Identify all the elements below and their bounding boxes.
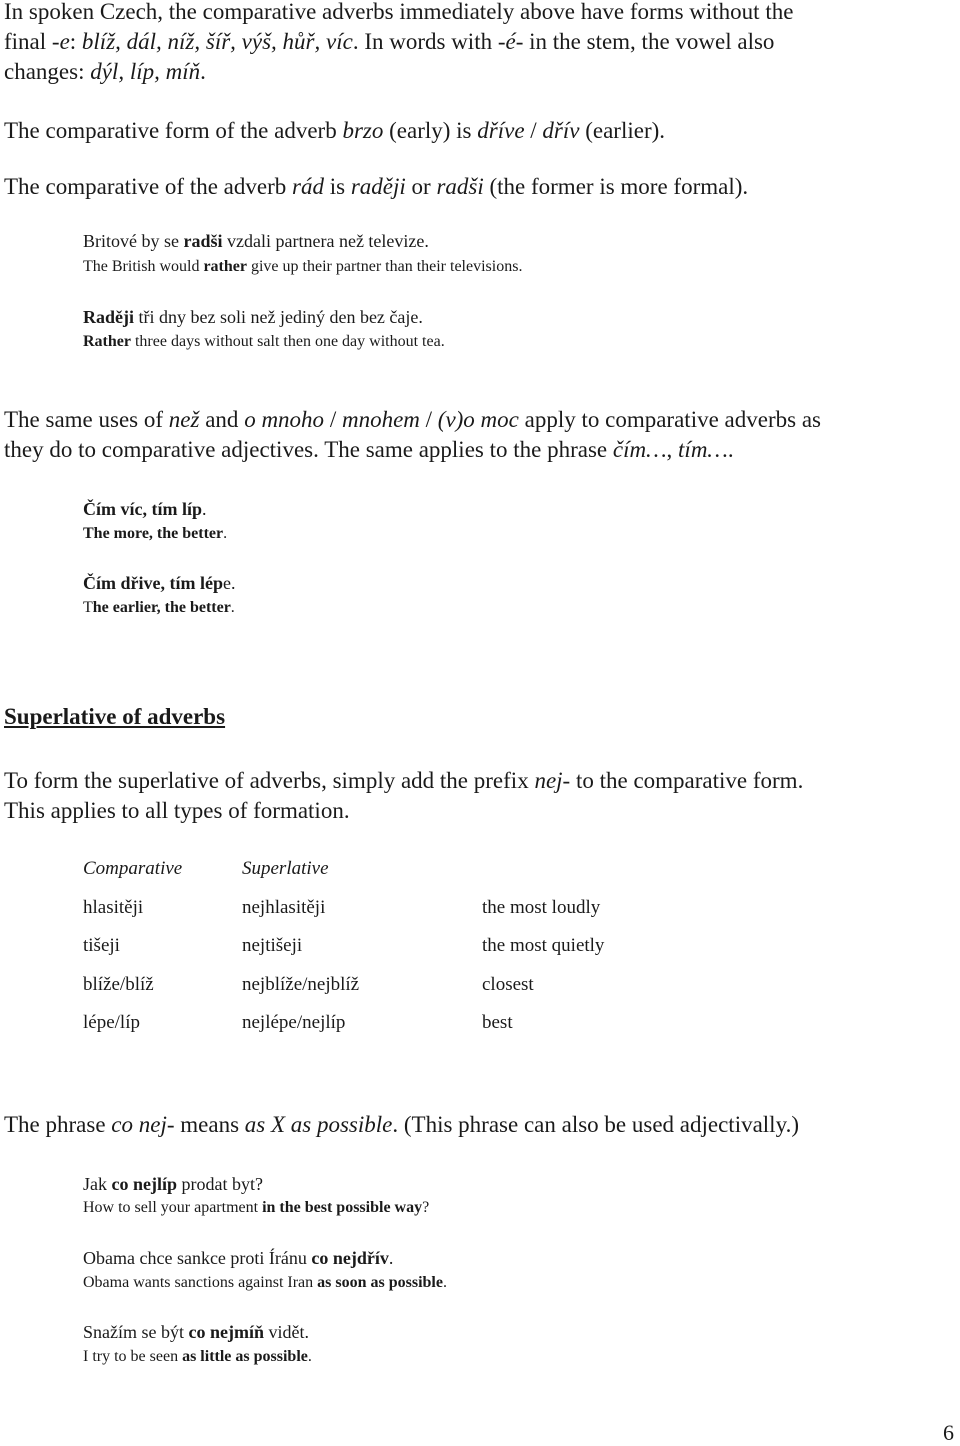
example-english: The more, the better. <box>83 525 228 542</box>
paragraph-line: To form the superlative of adverbs, simply add the prefix nej- to the comparative form. <box>4 768 804 793</box>
paragraph-line: The comparative of the adverb rád is raději or radši (the former is more formal). <box>4 174 749 199</box>
paragraph-line: This applies to all types of formation. <box>4 798 350 823</box>
table-cell: blíže/blíž <box>83 974 154 995</box>
table-cell: nejhlasitěji <box>242 897 326 918</box>
example-czech: Snažím se být co nejmíň vidět. <box>83 1322 309 1342</box>
example-czech: Obama chce sankce proti Íránu co nejdřív. <box>83 1248 394 1268</box>
table-cell: nejtišeji <box>242 935 303 956</box>
table-cell: hlasitěji <box>83 897 144 918</box>
table-cell: the most loudly <box>482 897 601 918</box>
paragraph-line: they do to comparative adjectives. The same applies to the phrase čím…, tím…. <box>4 437 734 462</box>
table-cell: best <box>482 1012 513 1033</box>
table-cell: the most quietly <box>482 935 605 956</box>
table-cell: closest <box>482 974 534 995</box>
paragraph-line: final -e: blíž, dál, níž, šíř, výš, hůř, víc. In words with -é- in the stem, the vowel also <box>4 29 775 54</box>
paragraph-line: changes: dýl, líp, míň. <box>4 59 206 84</box>
table-cell: tišeji <box>83 935 120 956</box>
paragraph-line: In spoken Czech, the comparative adverbs immediately above have forms without the <box>4 0 794 24</box>
paragraph-line: The comparative form of the adverb brzo (early) is dříve / dřív (earlier). <box>4 118 666 143</box>
table-cell: nejlépe/nejlíp <box>242 1012 346 1033</box>
example-english: The British would rather give up their partner than their televisions. <box>83 258 523 275</box>
table-cell: lépe/líp <box>83 1012 140 1033</box>
example-czech: Britové by se radši vzdali partnera než televize. <box>83 231 429 251</box>
example-english: The earlier, the better. <box>83 599 235 616</box>
table-header: Superlative <box>242 858 329 879</box>
page-number: 6 <box>943 1420 954 1445</box>
table-header: Comparative <box>83 858 183 879</box>
paragraph-line: The phrase co nej- means as X as possible. (This phrase can also be used adjectivally.) <box>4 1112 799 1137</box>
example-english: How to sell your apartment in the best possible way? <box>83 1199 430 1216</box>
example-czech: Čím dřive, tím lépe. <box>83 573 236 593</box>
table-cell: nejblíže/nejblíž <box>242 974 360 995</box>
example-english: I try to be seen as little as possible. <box>83 1348 312 1365</box>
example-english: Rather three days without salt then one day without tea. <box>83 333 445 350</box>
paragraph-line: The same uses of než and o mnoho / mnohem / (v)o moc apply to comparative adverbs as <box>4 407 821 432</box>
example-czech: Jak co nejlíp prodat byt? <box>83 1174 263 1194</box>
section-heading: Superlative of adverbs <box>4 704 226 729</box>
example-english: Obama wants sanctions against Iran as soon as possible. <box>83 1274 447 1291</box>
example-czech: Čím víc, tím líp. <box>83 499 207 519</box>
example-czech: Raději tři dny bez soli než jediný den bez čaje. <box>83 307 423 327</box>
